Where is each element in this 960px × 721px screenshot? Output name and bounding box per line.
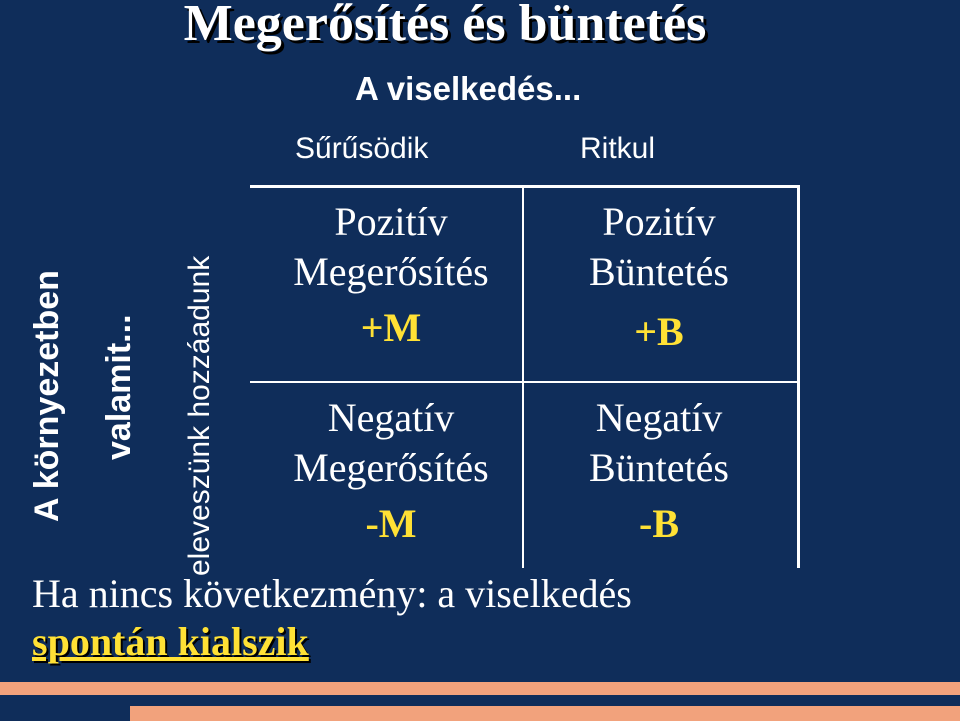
- cell-line1: Negatív: [595, 395, 723, 440]
- footer-highlight: spontán kialszik: [32, 619, 309, 664]
- cell-negative-reinforcement: [260, 393, 522, 549]
- cell-line2: Megerősítés: [293, 445, 489, 490]
- cell-positive-reinforcement: [260, 197, 522, 353]
- cell-symbol: +B: [634, 309, 684, 354]
- cell-line2: Büntetés: [589, 249, 729, 294]
- slide-title: Megerősítés és büntetés: [183, 0, 707, 52]
- column-header-right: Ritkul: [580, 132, 656, 165]
- grid-line-horizontal: [250, 381, 800, 383]
- row-label-middle: valamit...: [100, 314, 138, 460]
- grid-line-vertical: [522, 185, 524, 568]
- cell-symbol: +M: [360, 305, 422, 350]
- column-header-left: Sűrűsödik: [295, 132, 429, 165]
- grid-line-top: [250, 185, 800, 188]
- cell-symbol: -B: [639, 501, 679, 546]
- cell-line1: Pozitív: [602, 199, 716, 244]
- cell-line2: Megerősítés: [293, 249, 489, 294]
- cell-line2: Büntetés: [589, 445, 729, 490]
- decorative-stripe-top: [0, 682, 960, 695]
- cell-line1: Pozitív: [334, 199, 448, 244]
- footer-text: Ha nincs következmény: a viselkedés: [32, 571, 632, 616]
- row-label-inner: eleveszünk hozzáadunk: [183, 255, 216, 576]
- decorative-stripe-bottom: [130, 706, 960, 721]
- row-label-outer: A környezetben: [28, 270, 66, 522]
- cell-symbol: -M: [365, 501, 417, 546]
- grid-line-right: [797, 185, 800, 568]
- cell-negative-punishment: [528, 393, 790, 549]
- cell-line1: Negatív: [327, 395, 455, 440]
- cell-positive-punishment: [528, 197, 790, 357]
- slide-subtitle: A viselkedés...: [355, 70, 582, 107]
- consequence-matrix: [250, 185, 800, 568]
